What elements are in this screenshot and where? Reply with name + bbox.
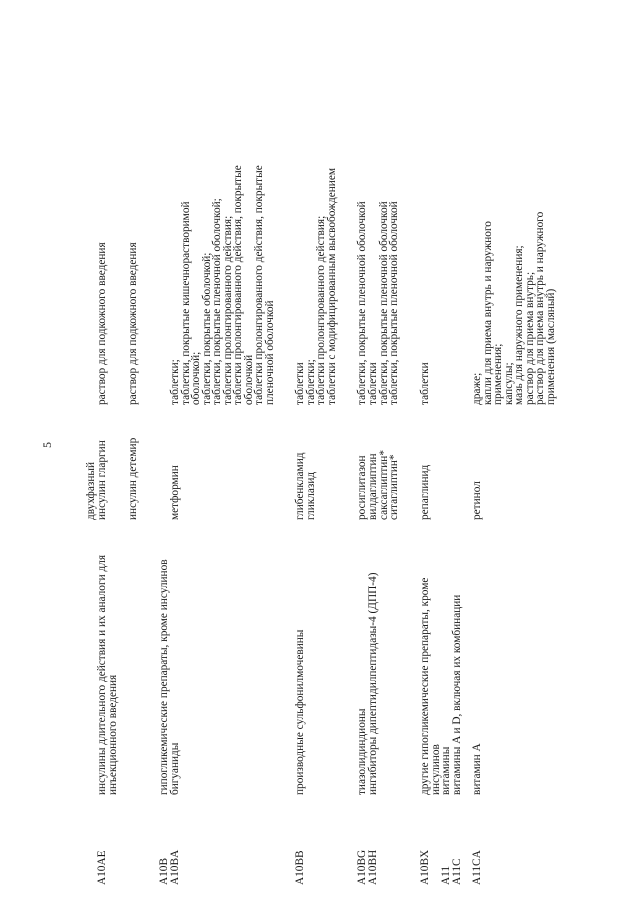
name-line: тиазолидиндионы: [356, 708, 368, 795]
drug-line: ретинол: [471, 481, 483, 520]
code-line: A11C: [451, 858, 463, 885]
row-7-drug: [420, 465, 431, 520]
forms-line: таблетки, покрытые пленочной оболочкой;: [211, 198, 223, 405]
code-line: A10B: [158, 858, 170, 885]
forms-line: таблетки с модифицированным высвобождением: [325, 168, 338, 405]
row-0-name: [97, 555, 118, 795]
name-line: бигуаниды: [169, 742, 181, 795]
forms-line: таблетки, покрытые кишечнорастворимой: [179, 201, 192, 405]
forms-line: раствор для подкожного введения: [127, 242, 139, 405]
row-4-forms: [295, 168, 337, 405]
forms-line: оболочкой;: [190, 351, 202, 405]
row-7-name: [420, 578, 441, 795]
forms-line: применения (масляный): [544, 288, 557, 405]
row-5-name: [357, 709, 368, 796]
row-7-code: [420, 850, 431, 885]
forms-line: таблетки: [367, 362, 379, 405]
forms-line: таблетки;: [169, 359, 181, 405]
forms-line: раствор для приема внутрь и наружного: [534, 211, 546, 405]
forms-line: драже;: [471, 372, 483, 405]
drug-line: вилдаглиптин: [367, 453, 379, 520]
code-line: A10BG: [356, 849, 368, 885]
drug-line: инсулин детемир: [127, 437, 139, 520]
forms-line: таблетки пролонгированного действия;: [315, 215, 327, 405]
row-1-forms: [128, 242, 139, 405]
row-3-name: [170, 743, 181, 795]
forms-line: раствор для подкожного введения: [96, 242, 108, 405]
row-5-code: [357, 850, 368, 885]
forms-line: таблетки пролонгированного действия, покрытые: [253, 165, 265, 405]
row-9-code: [452, 858, 463, 885]
name-line: витамины A и D, включая их комбинации: [451, 594, 463, 795]
row-10-name: [472, 743, 483, 795]
drug-line: метформин: [169, 465, 181, 520]
row-4-drug: [295, 453, 316, 520]
name-line: гипогликемические препараты, кроме инсулинов: [158, 559, 170, 795]
name-line: витамины: [440, 746, 452, 795]
drug-line: гликлазид: [304, 471, 317, 520]
forms-line: таблетки пролонгированного действия, покрытые: [232, 165, 244, 405]
drug-line: инсулин гларгин: [96, 440, 108, 520]
row-2-code: [159, 858, 170, 885]
forms-line: таблетки, покрытые оболочкой;: [200, 252, 213, 405]
code-line: A10BA: [169, 849, 181, 885]
code-line: A10AE: [96, 850, 108, 885]
row-0-forms: [97, 242, 108, 405]
row-9-name: [452, 595, 463, 795]
row-4-name: [295, 630, 306, 795]
name-line: ингибиторы дипептидилпептидазы-4 (ДПП-4): [367, 572, 379, 795]
forms-line: таблетки: [419, 362, 431, 405]
forms-line: мазь для наружного применения;: [513, 245, 525, 405]
name-line: витамин A: [471, 743, 483, 795]
forms-line: капли для приема внутрь и наружного: [481, 221, 494, 405]
row-0-code: [97, 850, 108, 885]
drug-line: саксаглиптин*: [377, 449, 390, 520]
row-10-code: [472, 850, 483, 885]
row-7-forms: [420, 362, 431, 405]
row-2-name: [159, 559, 170, 795]
code-line: A11: [440, 865, 452, 885]
page-number: 5: [40, 442, 54, 448]
name-line: другие гипогликемические препараты, кроме: [419, 577, 431, 795]
row-0-drug: [97, 440, 108, 520]
row-6-name: [368, 573, 379, 795]
drug-line: росиглитазон: [356, 455, 368, 520]
code-line: A11CA: [471, 850, 483, 885]
forms-line: пленочной оболочкой: [263, 300, 276, 405]
code-line: A10BB: [294, 850, 306, 885]
row-6-forms: [368, 201, 400, 405]
forms-line: таблетки пролонгированного действия;: [221, 215, 234, 405]
forms-line: таблетки: [294, 362, 306, 405]
drug-line: ситаглиптин*: [388, 454, 400, 520]
row-5-forms: [357, 201, 368, 405]
name-line: инсулины длительного действия и их аналоги для: [96, 554, 108, 795]
forms-line: оболочкой: [242, 354, 255, 405]
row-3-forms: [170, 165, 275, 405]
forms-line: таблетки, покрытые пленочной оболочкой: [356, 201, 368, 405]
row-4-code: [295, 850, 306, 885]
row-5-drug: [357, 455, 368, 520]
row-10-forms: [472, 212, 556, 405]
code-line: A10BH: [367, 849, 379, 885]
row-1-drug: [128, 438, 139, 520]
row-6-drug: [368, 450, 400, 520]
row-8-name: [441, 747, 452, 795]
forms-line: применения;: [492, 343, 504, 405]
row-3-code: [170, 850, 181, 885]
forms-line: таблетки, покрытые пленочной оболочкой: [388, 201, 400, 405]
row-3-drug: [170, 465, 181, 520]
code-line: A10BX: [419, 849, 431, 885]
forms-line: раствор для приема внутрь;: [523, 271, 536, 405]
forms-line: таблетки;: [304, 359, 317, 405]
row-6-code: [368, 850, 379, 885]
drug-line: глибенкламид: [294, 452, 306, 520]
name-line: инъекционного введения: [106, 674, 119, 795]
drug-line: репаглинид: [419, 464, 431, 520]
forms-line: капсулы;: [502, 362, 515, 405]
drug-fragment: двухфазный: [85, 461, 97, 520]
row-10-drug: [472, 481, 483, 520]
name-line: производные сульфонилмочевины: [294, 629, 306, 795]
row-8-code: [441, 866, 452, 885]
forms-line: таблетки, покрытые пленочной оболочкой: [377, 201, 390, 405]
name-line: инсулинов: [429, 744, 442, 795]
